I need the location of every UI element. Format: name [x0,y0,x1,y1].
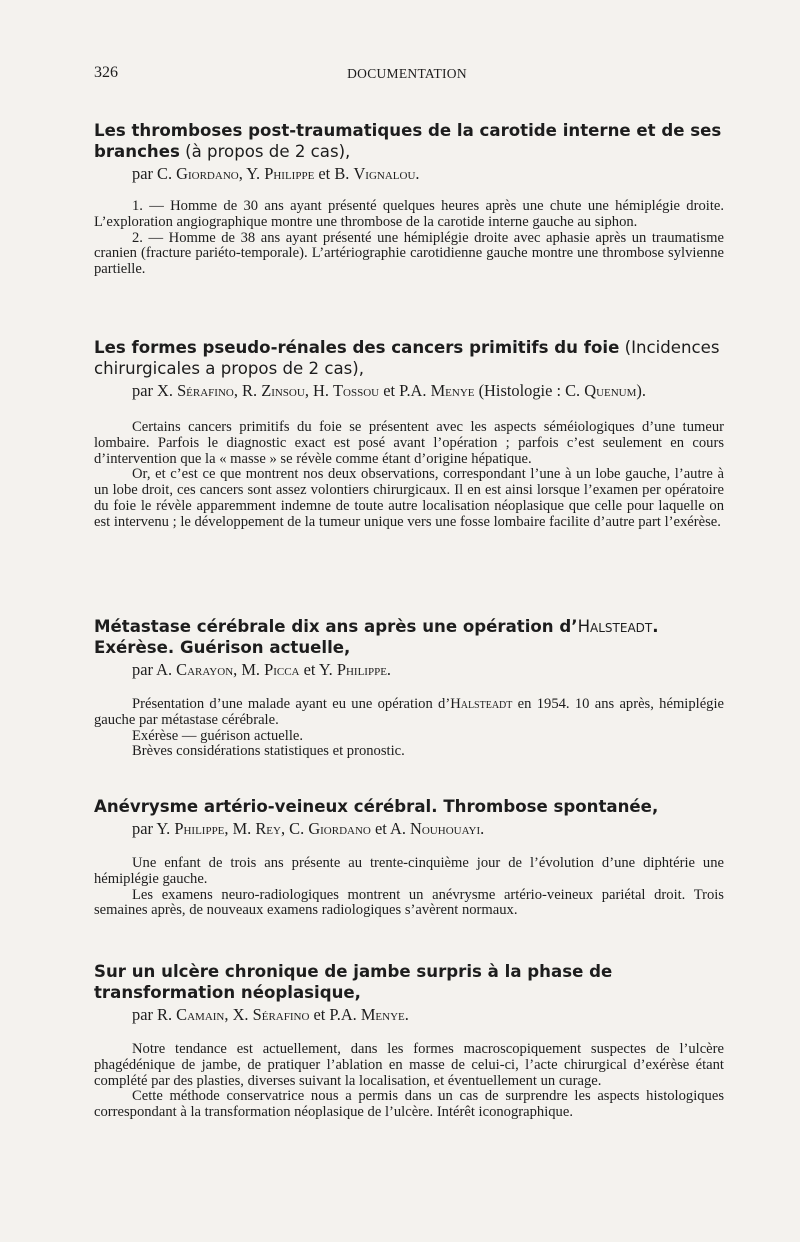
article-title-bold: . Exérèse. Guérison actuelle, [94,617,659,657]
article-authors: par Y. Philippe, M. Rey, C. Giordano et A. Nouhouayi. [132,819,485,838]
article-paragraph: Présentation d’une malade ayant eu une opération d’Halsteadt en 1954. 10 ans après, hémiplégie gauche par métastase cérébrale. [94,696,725,728]
article-paragraph: Brèves considérations statistiques et pronostic. [132,743,405,760]
article-paragraph: Exérèse — guérison actuelle. [132,727,303,744]
article-paragraph: Certains cancers primitifs du foie se présentent avec les aspects séméiologiques d’une tumeur lombaire. Parfois le diagnostic exact est posé avant l’opération ; parfois c’est seulement en cours d’intervention que la « masse » se révèle comme étant d’origine hépatique. [94,419,724,467]
article-paragraph: Une enfant de trois ans présente au trente-cinquième jour de l’évolution d’une diphtérie une hémiplégie gauche. [94,855,724,887]
article-title-light: (Incidences chirurgicales a propos de 2 cas), [94,338,720,378]
article-title [94,796,724,817]
article-body [94,697,724,760]
article-authors: par R. Camain, X. Sérafino et P.A. Menye. [132,1005,409,1024]
article-body [94,199,724,278]
article-title-bold: Anévrysme artério-veineux cérébral. Thrombose spontanée, [94,797,659,816]
running-head: DOCUMENTATION [347,66,467,81]
article-title [94,120,724,162]
article-body [94,1042,724,1121]
article-paragraph: Notre tendance est actuellement, dans les formes macroscopiquement suspectes de l’ulcère phagédénique de jambe, de pratiquer l’ablation en masse de celui-ci, l’acte chirurgical d’exérèse étant complété par des plasties, diverses suivant la localisation, et éventuellement un curage. [94,1041,724,1089]
article-title-bold: Sur un ulcère chronique de jambe surpris à la phase de transformation néoplasique, [94,962,613,1002]
article-paragraph: Or, et c’est ce que montrent nos deux observations, correspondant l’une à un lobe gauche, l’autre à un lobe droit, ces cancers sont assez volontiers chirurgicaux. Il en est ainsi lorsque l’examen per opératoire du foie le révèle apparemment indemne de toute autre localisation néoplasique que celle pour laquelle on est intervenu ; le développement de la tumeur unique vers une fosse lombaire facilite d’autre part l’exérèse. [94,466,724,530]
article-paragraph: 2. — Homme de 38 ans ayant présenté une hémiplégie droite avec aphasie après un traumatisme cranien (fracture pariéto-temporale). L’artériographie carotidienne gauche montre une thrombose sylvienne partielle. [94,229,724,278]
article-title-light: (à propos de 2 cas), [179,142,351,161]
page-header [94,64,720,86]
article-3 [94,616,724,760]
article-title-bold: Métastase cérébrale dix ans après une opération d’ [94,617,578,636]
article-title [94,961,724,1003]
article-paragraph: 1. — Homme de 30 ans ayant présenté quelques heures après une chute une hémiplégie droite. L’exploration angiographique montre une thrombose de la carotide interne gauche au siphon. [94,198,724,230]
article-body [94,420,724,531]
article-title-bold: Les thromboses post-traumatiques de la carotide interne et de ses branches [94,121,722,161]
article-4 [94,796,724,919]
article-title [94,337,724,379]
article-body [94,856,724,919]
article-5 [94,961,724,1121]
article-1 [94,120,724,278]
article-2 [94,337,724,531]
article-paragraph: Cette méthode conservatrice nous a permis dans un cas de surprendre les aspects histologiques correspondant à la transformation néoplasique de l’ulcère. Intérêt iconographique. [94,1088,724,1121]
article-title [94,616,724,658]
article-title-smallcaps: Halsteadt [577,617,653,636]
article-title-bold: Les formes pseudo-rénales des cancers primitifs du foie [94,338,620,357]
article-paragraph: Les examens neuro-radiologiques montrent un anévrysme artério-veineux pariétal droit. Trois semaines après, de nouveaux examens radiologiques s’avèrent normaux. [94,886,724,919]
article-authors: par X. Sérafino, R. Zinsou, H. Tossou et P.A. Menye (Histologie : C. Quenum). [132,381,646,400]
article-authors: par C. Giordano, Y. Philippe et B. Vignalou. [132,164,420,183]
page-number: 326 [94,64,118,81]
article-authors: par A. Carayon, M. Picca et Y. Philippe. [132,660,392,679]
